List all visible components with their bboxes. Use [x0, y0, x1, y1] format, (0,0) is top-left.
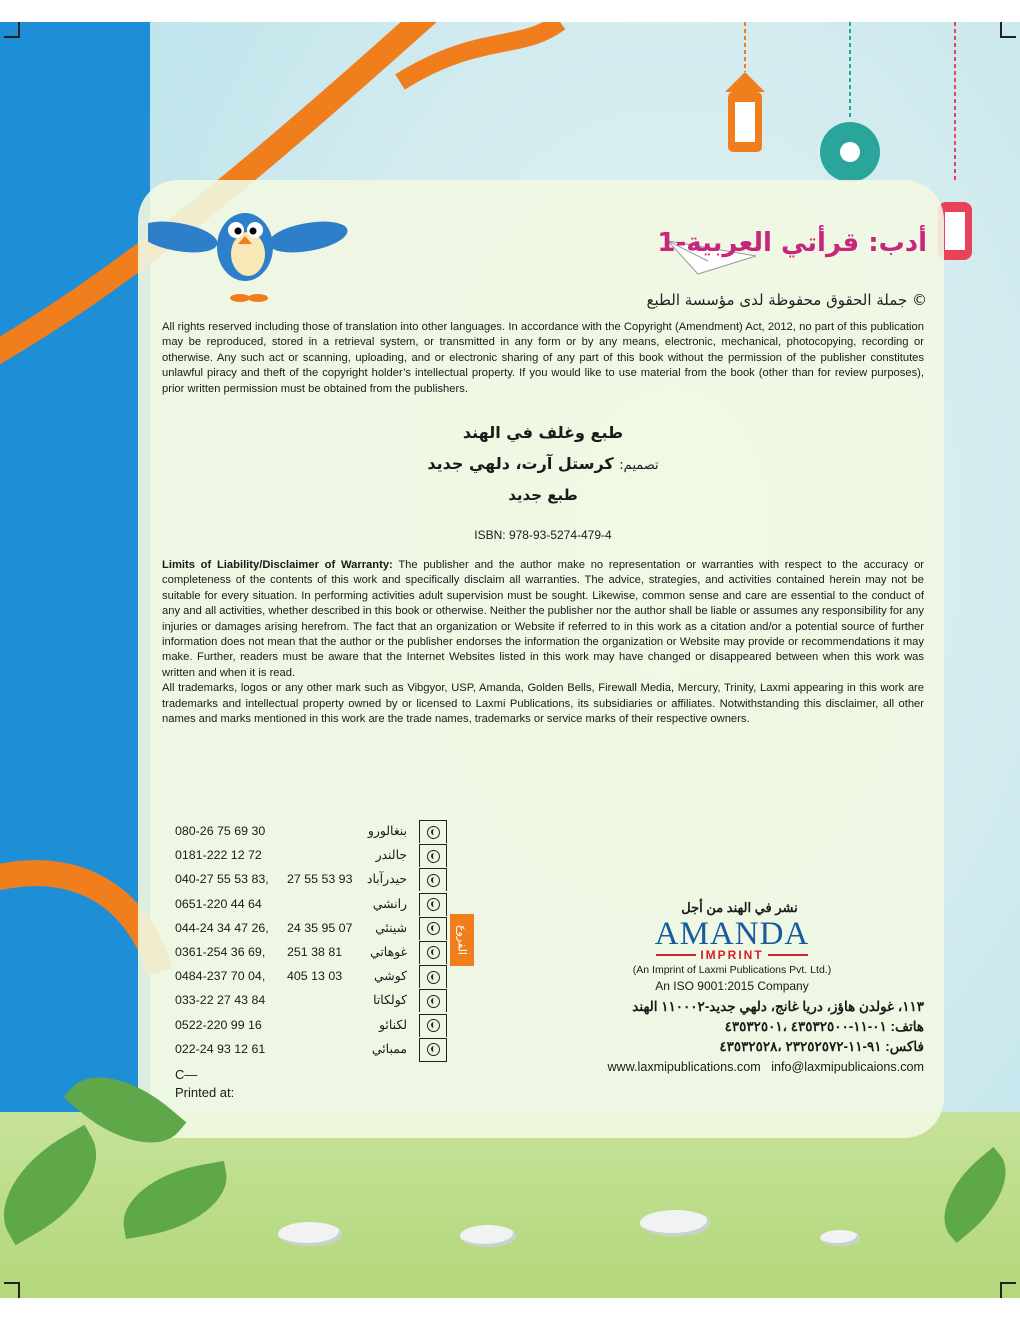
phone-icon: [419, 941, 447, 964]
printed-at-label: Printed at:: [175, 1085, 235, 1100]
phone-icon: [419, 917, 447, 940]
branch-phone: 0181-222 12 72: [175, 848, 262, 863]
rights-paragraph: All rights reserved including those of translation into other languages. In accordance with the Copyright (Amendment) Act, 2012, no part of this publication may be reproduced, stored in a retrieval system, or transmitted in any form or by any means, electronic, mechanical, photocopying, recording or otherwise. Any such act or scanning, uploading, and or electronic sharing of any part of this book without the permission of the publisher constitutes unlawful piracy and theft of the copyright holder’s intellectual property. If you would like to use material from the book (other than for review purposes), prior written permission must be obtained from the publishers.: [162, 321, 924, 395]
branch-city: لكنائو: [379, 1017, 407, 1032]
iso-company: An ISO 9001:2015 Company: [655, 979, 809, 993]
branch-phone: 044-24 34 47 26,: [175, 920, 269, 935]
imprint-line: [540, 948, 924, 962]
phone-icon: [419, 989, 447, 1012]
design-value: كرستل آرت، دلهي جديد: [427, 454, 614, 473]
branch-city: كولكاتا: [373, 993, 407, 1008]
crop-mark: [4, 22, 20, 38]
crop-mark: [4, 1282, 20, 1298]
phone-icon: [419, 820, 447, 843]
disclaimer-block: [162, 558, 924, 727]
printed-at: [175, 1066, 234, 1102]
email-link[interactable]: info@laxmipublicaions.com: [771, 1060, 924, 1074]
branch-row: [175, 820, 447, 844]
publisher-address: ١١٣، غولدن هاؤز، دريا غانج، دلهي جديد-١١٠٠٠٢ الهند: [632, 999, 924, 1014]
phone-icon: [419, 1038, 447, 1062]
stone: [820, 1230, 860, 1246]
published-for: نشر في الهند من أجل: [681, 900, 798, 915]
branch-phone-alt: 405 13 03: [287, 969, 343, 984]
branch-phone-alt: 27 55 53 93: [287, 872, 353, 887]
branch-phone: 0522-220 99 16: [175, 1017, 262, 1032]
branch-row: [175, 941, 447, 965]
branch-row: [175, 868, 447, 892]
branch-row: [175, 917, 447, 941]
branch-city: كوشي: [373, 969, 407, 984]
branch-phone: 040-27 55 53 83,: [175, 872, 269, 887]
branch-phone-alt: 251 38 81: [287, 944, 343, 959]
disclaimer-text: The publisher and the author make no representation or warranties with respect to the accuracy or completeness of the contents of this work and specifically disclaim all warranties. The advice, strategies, and activities contained herein may not be suitable for every situation. In performing activities adult supervision must be sought. Likewise, common sense and care are essential to the conduct of any and all activities, whether described in this book or otherwise. Neither the publisher nor the author shall be liable or assumes any responsibility for any injuries or damages arising herefrom. The fact that an organization or Website if referred to in this work as a citation and/or a potential source of further information does not mean that the author or the publisher endorses the information the organization or Website may provide or recommendations it may make. Further, readers must be aware that the Internet Websites listed in this work may have changed or disappeared between when this work was written and when it is read.: [162, 559, 925, 679]
web-contact: [580, 1060, 924, 1074]
branch-phone: 0651-220 44 64: [175, 896, 262, 911]
page-title: أدب: قرأتي العربية-1: [657, 228, 927, 258]
branches-list: [175, 820, 447, 1062]
branch-row: [175, 1038, 447, 1062]
branch-phone: 022-24 93 12 61: [175, 1041, 266, 1056]
website-link[interactable]: www.laxmipublications.com: [607, 1060, 761, 1074]
phone-icon: [419, 965, 447, 988]
branches-tag: الفروع: [450, 914, 474, 966]
copyright-notice: © جملة الحقوق محفوظة لدى مؤسسة الطبع: [646, 291, 927, 309]
phone-icon: [419, 868, 447, 891]
disclaimer-heading: Limits of Liability/Disclaimer of Warranty:: [162, 559, 393, 571]
branch-row: [175, 965, 447, 989]
phone-icon: [419, 844, 447, 867]
new-edition: طبع جديد: [508, 486, 578, 504]
printed-in-india: طبع وغلف في الهند: [462, 423, 624, 442]
crop-mark: [1000, 22, 1016, 38]
stone: [460, 1225, 516, 1247]
amanda-logo: AMANDA: [654, 916, 810, 952]
publisher-fax: فاكس: ٩١-١١-٢٣٢٥٢٥٧٢ ،٤٣٥٣٢٥٢٨: [719, 1039, 924, 1054]
design-label: تصميم:: [619, 458, 659, 473]
branch-city: ممبائي: [371, 1041, 407, 1056]
branch-row: [175, 844, 447, 868]
branch-city: غوهاتي: [370, 944, 407, 959]
branch-phone: 0484-237 70 04,: [175, 969, 266, 984]
bird-illustration: [148, 192, 348, 312]
branch-city: حيدرآباد: [366, 872, 407, 887]
branch-city: شينئي: [375, 920, 407, 935]
branch-phone: 033-22 27 43 84: [175, 993, 266, 1008]
imprint-text: IMPRINT: [700, 948, 764, 962]
trademarks-text: All trademarks, logos or any other mark such as Vibgyor, USP, Amanda, Golden Bells, Firewall Media, Mercury, Trinity, Laxmi appearing in this work are trademarks and intellectual property owned by or licensed to Laxmi Publications, its subsidiaries or affiliates. Notwithstanding this disclaimer, all other names and marks mentioned in this work are the trade names, trademarks or service marks of their respective owners.: [162, 682, 924, 726]
branch-row: [175, 1014, 447, 1038]
stone: [278, 1222, 342, 1246]
phone-icon: [419, 1014, 447, 1037]
branch-phone: 0361-254 36 69,: [175, 944, 266, 959]
branch-row: [175, 989, 447, 1013]
branch-city: جالندر: [375, 848, 407, 863]
branch-city: رانشي: [372, 896, 407, 911]
phone-icon: [419, 893, 447, 916]
isbn: ISBN: 978-93-5274-479-4: [474, 528, 612, 542]
imprint-of: (An Imprint of Laxmi Publications Pvt. Ltd.): [632, 964, 832, 976]
branch-city: بنغالورو: [367, 824, 407, 838]
printed-code: C—: [175, 1067, 198, 1082]
stone: [640, 1210, 710, 1236]
crop-mark: [1000, 1282, 1016, 1298]
branch-row: [175, 893, 447, 917]
publisher-block: [580, 900, 924, 1074]
branch-phone: 080-26 75 69 30: [175, 824, 266, 838]
publisher-phone: هاتف: ٠١-١١-٤٣٥٣٢٥٠٠ ،٤٣٥٣٢٥٠١: [724, 1019, 924, 1034]
design-credit: [162, 454, 924, 473]
branch-phone-alt: 24 35 95 07: [287, 920, 353, 935]
